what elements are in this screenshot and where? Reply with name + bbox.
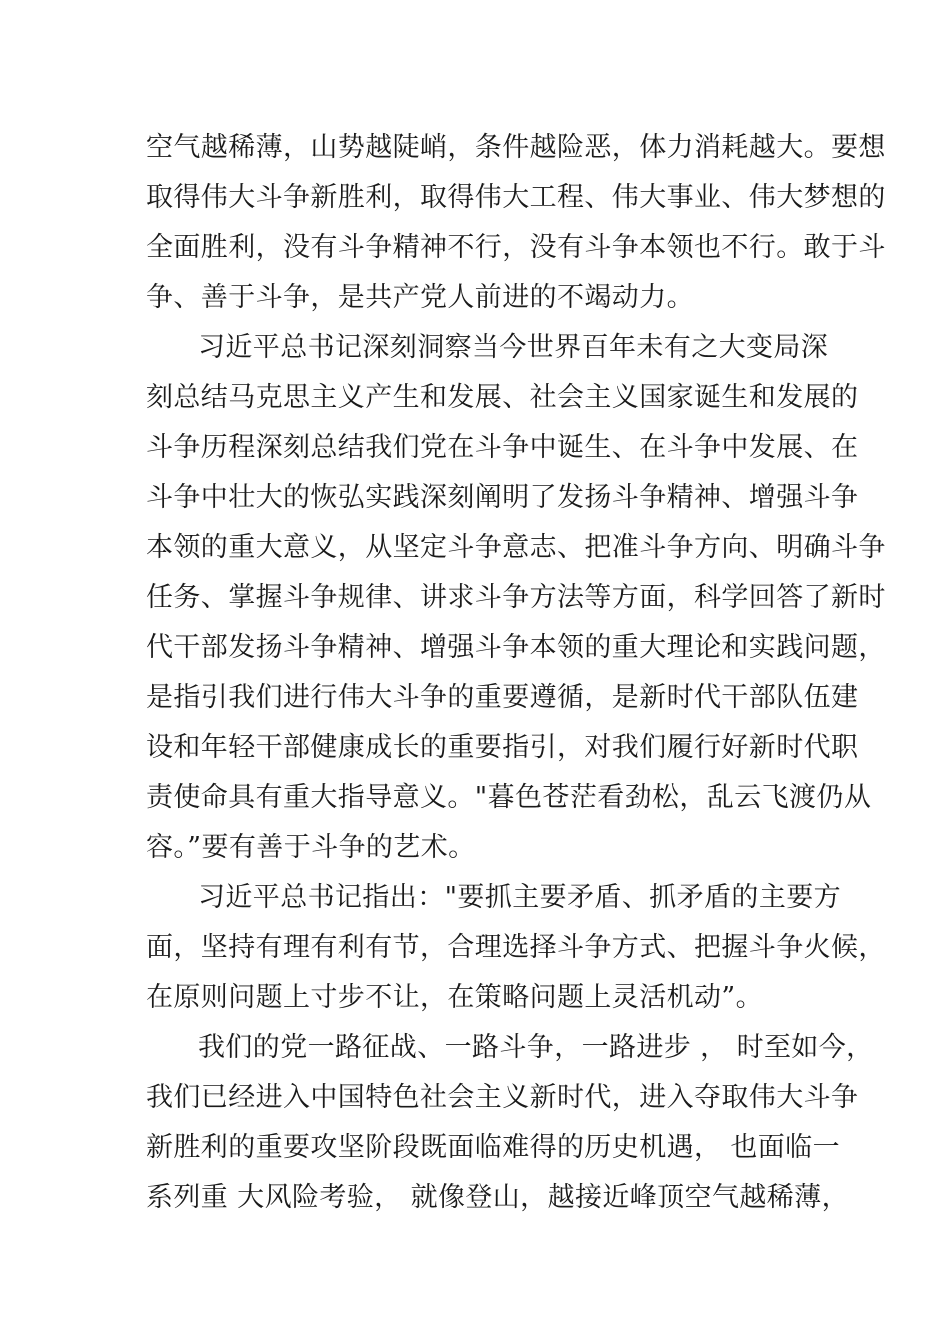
paragraph-first-line: 我们的党一路征战、一路斗争，一路进步 ， 时至如今，	[198, 1032, 874, 1063]
text-line: 任务、掌握斗争规律、讲求斗争方法等方面，科学回答了新时	[146, 582, 886, 613]
text-line: 斗争历程深刻总结我们党在斗争中诞生、在斗争中发展、在	[146, 432, 859, 463]
text-line: 斗争中壮大的恢弘实践深刻阐明了发扬斗争精神、增强斗争	[146, 482, 859, 513]
text-line: 全面胜利，没有斗争精神不行，没有斗争本领也不行。敢于斗	[146, 232, 886, 263]
text-line: 在原则问题上寸步不让，在策略问题上灵活机动”。	[146, 982, 764, 1013]
text-line: 设和年轻干部健康成长的重要指引，对我们履行好新时代职	[146, 732, 859, 763]
text-line: 容。”要有善于斗争的艺术。	[146, 832, 476, 863]
text-line: 面，坚持有理有利有节，合理选择斗争方式、把握斗争火候，	[146, 932, 886, 963]
paragraph-first-line: 习近平总书记指出："要抓主要矛盾、抓矛盾的主要方	[198, 882, 842, 913]
text-line: 系列重 大风险考验， 就像登山，越接近峰顶空气越稀薄，	[146, 1182, 849, 1213]
text-line: 取得伟大斗争新胜利，取得伟大工程、伟大事业、伟大梦想的	[146, 182, 886, 213]
text-line: 新胜利的重要攻坚阶段既面临难得的历史机遇， 也面临一	[146, 1132, 840, 1163]
paragraph-first-line: 习近平总书记深刻洞察当今世界百年未有之大变局深	[198, 332, 829, 363]
text-line: 争、善于斗争，是共产党人前进的不竭动力。	[146, 282, 694, 313]
text-line: 是指引我们进行伟大斗争的重要遵循，是新时代干部队伍建	[146, 682, 859, 713]
text-line: 刻总结马克思主义产生和发展、社会主义国家诞生和发展的	[146, 382, 859, 413]
text-line: 我们已经进入中国特色社会主义新时代，进入夺取伟大斗争	[146, 1082, 859, 1113]
text-line: 代干部发扬斗争精神、增强斗争本领的重大理论和实践问题，	[146, 632, 886, 663]
text-line: 空气越稀薄，山势越陡峭，条件越险恶，体力消耗越大。要想	[146, 132, 886, 163]
text-line: 责使命具有重大指导意义。"暮色苍茫看劲松，乱云飞渡仍从	[146, 782, 872, 813]
text-line: 本领的重大意义，从坚定斗争意志、把准斗争方向、明确斗争	[146, 532, 886, 563]
